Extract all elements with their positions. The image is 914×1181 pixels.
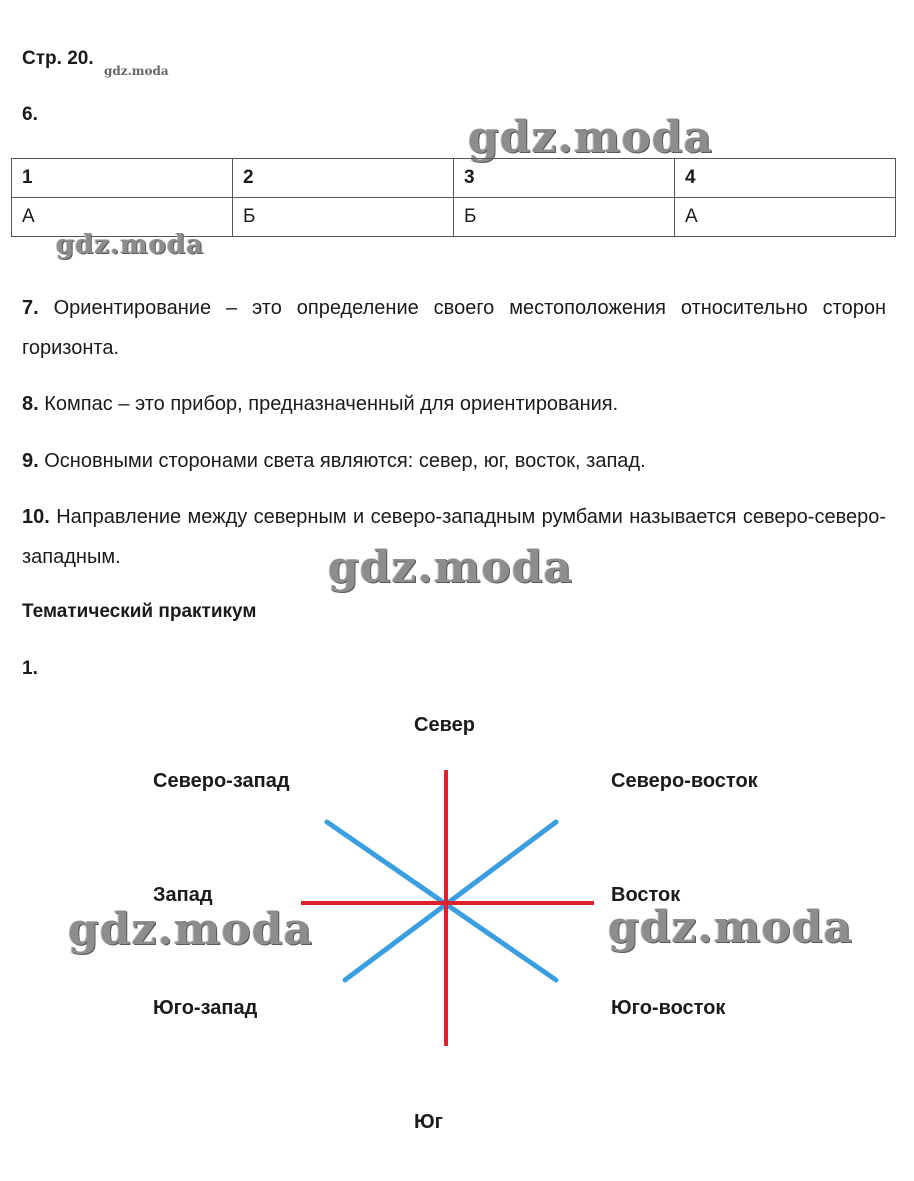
table-header-cell: 2 bbox=[233, 159, 454, 198]
watermark: gdz.moda bbox=[68, 904, 314, 955]
watermark-small: gdz.moda bbox=[104, 64, 169, 78]
practicum-label: 1. bbox=[22, 658, 38, 679]
task10-text: Направление между северным и северо-западным румбами называется северо-северо-западным. bbox=[22, 506, 886, 568]
task9-number: 9. bbox=[22, 450, 39, 472]
table-header-cell: 3 bbox=[454, 159, 675, 198]
table-header-cell: 1 bbox=[12, 159, 233, 198]
label-west: Запад bbox=[153, 884, 213, 906]
section-title: Тематический практикум bbox=[22, 601, 257, 622]
label-east: Восток bbox=[611, 884, 681, 906]
task8-text: Компас – это прибор, предназначенный для ориентирования. bbox=[44, 393, 619, 415]
task8-number: 8. bbox=[22, 393, 39, 415]
task7-text: Ориентирование – это определение своего местоположения относительно сторон горизонта. bbox=[22, 297, 886, 359]
task10-number: 10. bbox=[22, 506, 50, 528]
task6-label: 6. bbox=[22, 104, 38, 125]
watermark: gdz.moda bbox=[56, 230, 205, 260]
table-cell: Б bbox=[454, 198, 675, 237]
watermark: gdz.moda bbox=[608, 902, 854, 953]
watermark: gdz.moda bbox=[328, 542, 574, 593]
page-label: Стр. 20. bbox=[22, 48, 94, 69]
task9-text: Основными сторонами света являются: север, юг, восток, запад. bbox=[44, 450, 646, 472]
task7-number: 7. bbox=[22, 297, 39, 319]
label-southwest: Юго-запад bbox=[153, 997, 258, 1019]
watermark: gdz.moda bbox=[468, 112, 714, 163]
table-cell: А bbox=[675, 198, 896, 237]
label-northeast: Северо-восток bbox=[611, 770, 758, 792]
label-southeast: Юго-восток bbox=[611, 997, 726, 1019]
label-northwest: Северо-запад bbox=[153, 770, 290, 792]
label-north: Север bbox=[414, 714, 475, 736]
table-cell: А bbox=[12, 198, 233, 237]
table-cell: Б bbox=[233, 198, 454, 237]
table-header-cell: 4 bbox=[675, 159, 896, 198]
label-south: Юг bbox=[414, 1111, 443, 1133]
